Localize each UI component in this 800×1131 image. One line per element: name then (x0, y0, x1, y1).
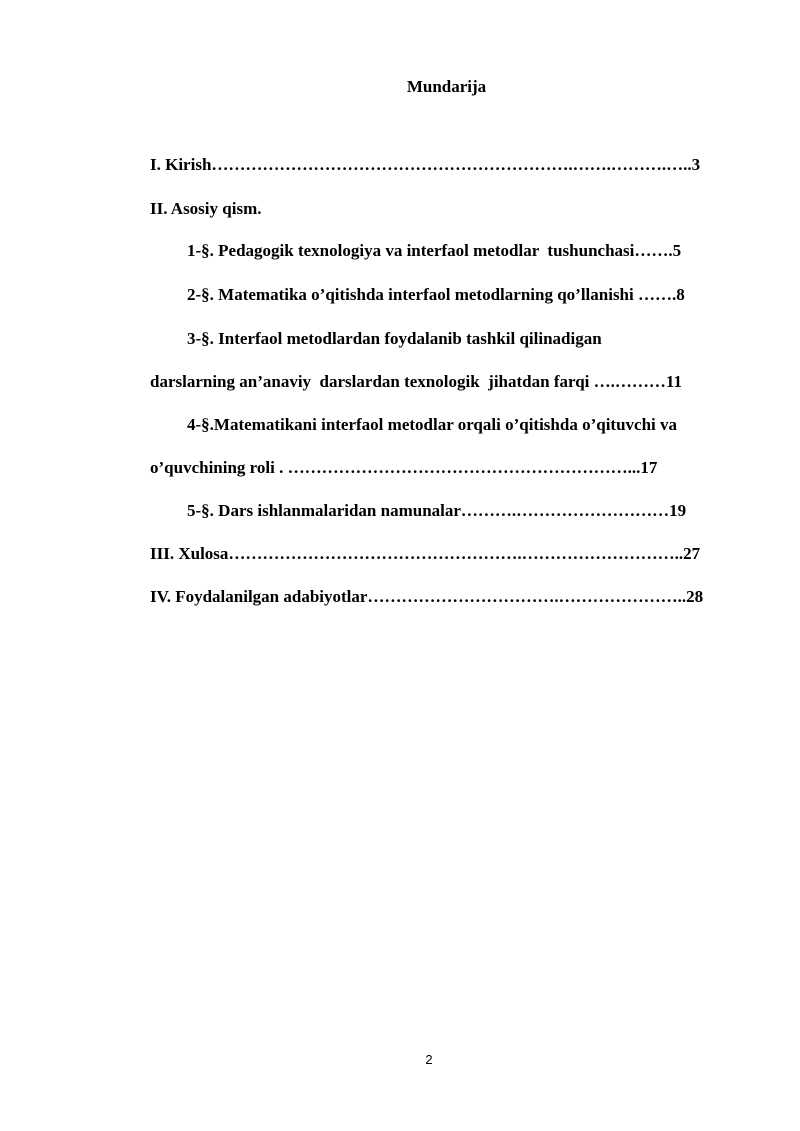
toc-entry-section-3-cont: darslarning an’anaviy darslardan texnologik jihatdan farqi ….………11 (150, 372, 682, 391)
page-title: Mundarija (406, 77, 487, 96)
toc-entry-section-2: 2-§. Matematika o’qitishda interfaol metodlarning qo’llanishi …….8 (187, 285, 685, 304)
toc-entry-section-4-cont: o’quvchining roli . ……………………………………………………...17 (150, 458, 658, 477)
toc-entry-main-part: II. Asosiy qism. (150, 199, 262, 218)
toc-entry-section-4: 4-§.Matematikani interfaol metodlar orqali o’qitishda o’qituvchi va (187, 415, 678, 434)
page-number: 2 (425, 1052, 433, 1067)
toc-entry-section-1: 1-§. Pedagogik texnologiya va interfaol metodlar tushunchasi…….5 (187, 241, 682, 260)
toc-entry-conclusion: III. Xulosa…………………………………………….………………………..27 (150, 544, 701, 563)
toc-entry-introduction: I. Kirish……………………………………………………….…….……….…..3 (150, 155, 701, 174)
toc-entry-section-5: 5-§. Dars ishlanmalaridan namunalar……….………………………19 (187, 501, 687, 520)
toc-entry-references: IV. Foydalanilgan adabiyotlar…………………………….…………………..28 (150, 587, 704, 606)
toc-entry-section-3: 3-§. Interfaol metodlardan foydalanib tashkil qilinadigan (187, 329, 602, 348)
